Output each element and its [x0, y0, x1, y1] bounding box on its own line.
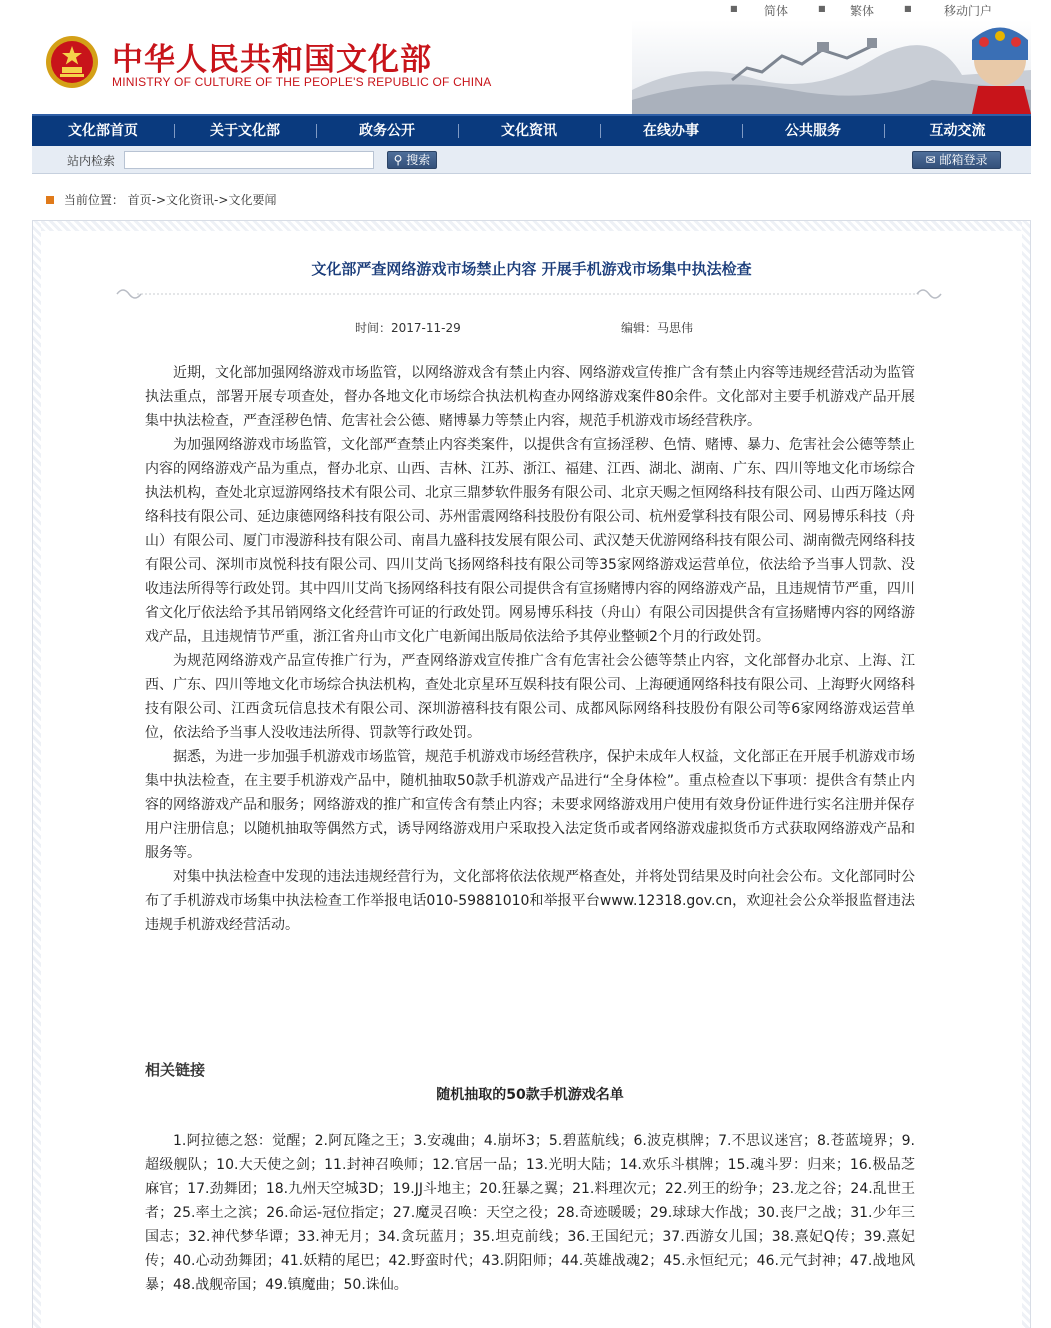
article-meta: [355, 319, 694, 336]
envelope-icon: ✉: [925, 153, 936, 167]
bullet-icon: ■: [730, 4, 738, 13]
panel-border-pattern: [1022, 221, 1030, 1328]
nav-item-online-services[interactable]: 在线办事: [643, 123, 699, 139]
link-mobile[interactable]: 移动门户: [944, 4, 993, 18]
game-list-title: 随机抽取的50款手机游戏名单: [436, 1087, 624, 1103]
panel-border-pattern: [33, 221, 1030, 231]
article-paragraph: 近期，文化部加强网络游戏市场监管，以网络游戏含有禁止内容、网络游戏宣传推广含有禁止内容等违规经营活动为监管执法重点，部署开展专项查处，督办各地文化市场综合执法机构查办网络游戏案件80余件。文化部对主要手机游戏产品开展集中执法检查，严查淫秽色情、危害社会公德、赌博暴力等禁止内容，规范手机游戏市场经营秩序。: [145, 365, 915, 429]
site-title[interactable]: 中华人民共和国文化部: [112, 42, 432, 78]
nav-item-interaction[interactable]: 互动交流: [929, 123, 986, 139]
article-paragraph: 据悉，为进一步加强手机游戏市场监管，规范手机游戏市场经营秩序，保护未成年人权益，文化部正在开展手机游戏市场集中执法检查，在主要手机游戏产品中，随机抽取50款手机游戏产品进行“全身体检”。重点检查以下事项：提供含有禁止内容的网络游戏产品和服务；网络游戏的推广和宣传含有禁止内容；未要求网络游戏用户使用有效身份证件进行实名注册并保存用户注册信息；以随机抽取等偶然方式，诱导网络游戏用户采取投入法定货币或者网络游戏虚拟货币方式获取网络游戏产品和服务等。: [145, 749, 915, 861]
top-links: [720, 0, 1020, 18]
search-label: 站内检索: [67, 154, 116, 168]
mail-login-label: 邮箱登录: [939, 153, 988, 167]
search-input[interactable]: [124, 151, 374, 169]
nav-item-public-services[interactable]: 公共服务: [785, 123, 841, 139]
main-nav: [32, 114, 1031, 146]
related-links-heading: 相关链接: [145, 1061, 206, 1079]
national-emblem-icon[interactable]: [44, 34, 100, 90]
bullet-icon: ■: [818, 4, 826, 13]
article-paragraph: 为加强网络游戏市场监管，文化部严查禁止内容类案件，以提供含有宣扬淫秽、色情、赌博、暴力、危害社会公德等禁止内容的网络游戏产品为重点，督办北京、山西、吉林、江苏、浙江、福建、江西、湖北、湖南、广东、四川等地文化市场综合执法机构，查处北京逗游网络技术有限公司、北京三鼎梦软件服务有限公司、北京天赐之恒网络科技有限公司、山西万隆达网络科技有限公司、延边康德网络科技有限公司、苏州雷震网络科技股份有限公司、杭州爱掌科技有限公司、网易博乐科技（舟山）有限公司、厦门市漫游科技有限公司、南昌九盛科技发展有限公司、武汉楚天优游网络科技有限公司、湖南微壳网络科技有限公司、深圳市岚悦科技有限公司、四川艾尚飞扬网络科技有限公司等35家网络游戏运营单位，依法给予当事人罚款、没收违法所得等行政处罚。其中四川艾尚飞扬网络科技有限公司提供含有宣扬赌博内容的网络游戏产品，且违规情节严重，四川省文化厅依法给予其吊销网络文化经营许可证的行政处罚。网易博乐科技（舟山）有限公司因提供含有宣扬赌博内容的网络游戏产品，且违规情节严重，浙江省舟山市文化广电新闻出版局依法给予其停业整顿2个月的行政处罚。: [145, 437, 915, 645]
bullet-icon: ■: [904, 4, 912, 13]
article-body: [145, 361, 915, 937]
editor-label: 编辑：: [621, 321, 658, 335]
site-header: [32, 20, 1031, 114]
breadcrumb-path[interactable]: 首页->文化资讯->文化要闻: [127, 193, 277, 207]
time-label: 时间：: [355, 321, 392, 335]
search-icon: ⚲: [393, 153, 403, 167]
ornamental-divider: [115, 287, 943, 301]
site-subtitle: MINISTRY OF CULTURE OF THE PEOPLE'S REPUBLIC OF CHINA: [112, 75, 492, 89]
breadcrumb-label: 当前位置：: [63, 193, 124, 207]
article-paragraph: 对集中执法检查中发现的违法违规经营行为，文化部将依法依规严格查处，并将处罚结果及时向社会公布。文化部同时公布了手机游戏市场集中执法检查工作举报电话010-59881010和举报平台www.12318.gov.cn，欢迎社会公众举报监督违法违规手机游戏经营活动。: [145, 869, 915, 933]
nav-item-home[interactable]: 文化部首页: [68, 123, 138, 139]
search-button[interactable]: [387, 151, 437, 169]
article-paragraph: 为规范网络游戏产品宣传推广行为，严查网络游戏宣传推广含有危害社会公德等禁止内容，文化部督办北京、上海、江西、广东、四川等地文化市场综合执法机构，查处北京星环互娱科技有限公司、上海硬通网络科技有限公司、上海野火网络科技有限公司、江西贪玩信息技术有限公司、深圳游禧科技有限公司、成都风际网络科技股份有限公司等6家网络游戏运营单位，依法给予当事人没收违法所得、罚款等行政处罚。: [145, 653, 915, 741]
link-traditional[interactable]: 繁体: [850, 4, 875, 18]
search-button-label: 搜索: [406, 153, 431, 167]
great-wall-banner-image: [632, 20, 1031, 114]
panel-border-pattern: [33, 221, 41, 1328]
editor-name: 马思伟: [657, 321, 694, 335]
nav-item-government-affairs[interactable]: 政务公开: [359, 123, 415, 139]
mail-login-button[interactable]: [912, 151, 1001, 169]
breadcrumb: [46, 191, 276, 208]
game-list: 1.阿拉德之怒：觉醒；2.阿瓦隆之王；3.安魂曲；4.崩坏3；5.碧蓝航线；6.波克棋牌；7.不思议迷宫；8.苍蓝境界；9.超级舰队；10.大天使之剑；11.封神召唤师；12.官居一品；13.光明大陆；14.欢乐斗棋牌；15.魂斗罗：归来；16.极品芝麻官；17.劲舞团；18.九州天空城3D；19.JJ斗地主；20.狂暴之翼；21.料理次元；22.列王的纷争；23.龙之谷；24.乱世王者；25.率土之滨；26.命运-冠位指定；27.魔灵召唤：天空之役；28.奇迹暖暖；29.球球大作战；30.丧尸之战；31.少年三国志；32.神代梦华谭；33.神无月；34.贪玩蓝月；35.坦克前线；36.王国纪元；37.西游女儿国；38.熹妃Q传；39.熹妃传；40.心动劲舞团；41.妖精的尾巴；42.野蛮时代；43.阴阳师；44.英雄战魂2；45.永恒纪元；46.元气封神；47.战地风暴；48.战舰帝国；49.镇魔曲；50.诛仙。: [145, 1133, 915, 1293]
search-bar: [32, 146, 1031, 174]
nav-item-culture-news[interactable]: 文化资讯: [501, 123, 557, 139]
article-title: 文化部严查网络游戏市场禁止内容 开展手机游戏市场集中执法检查: [311, 260, 752, 278]
publish-date: 2017-11-29: [391, 321, 461, 335]
location-icon: [46, 196, 54, 204]
nav-item-about[interactable]: 关于文化部: [210, 123, 280, 139]
link-simplified[interactable]: 简体: [764, 4, 789, 18]
